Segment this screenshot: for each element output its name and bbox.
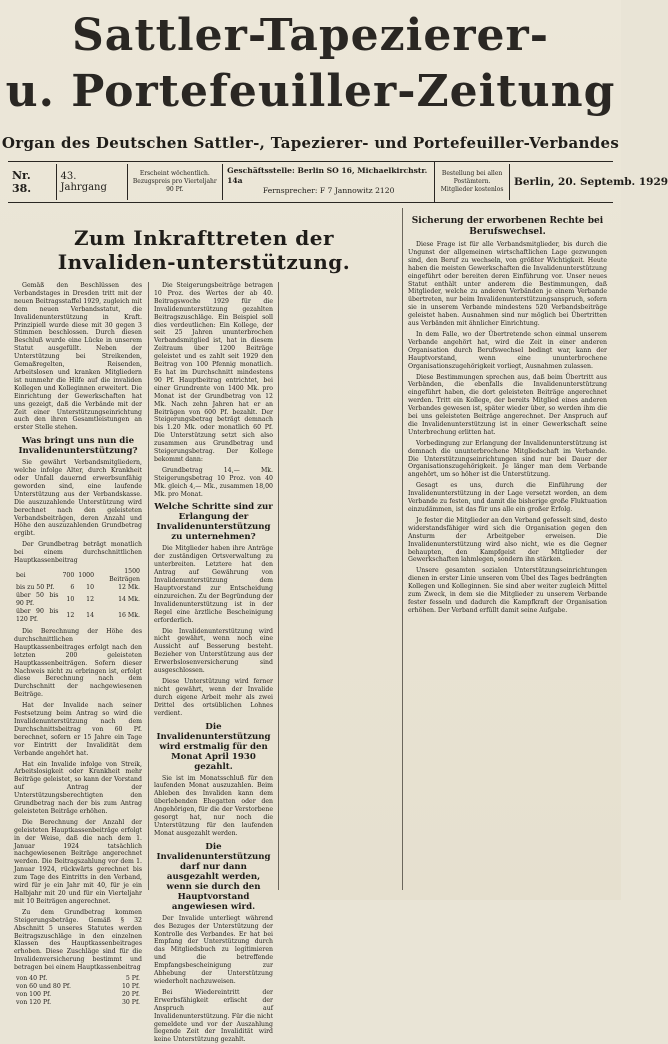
column-2 [154, 282, 273, 1044]
office-block [223, 162, 435, 202]
issue-year: 43. Jahrgang [57, 164, 128, 200]
table-cell: 10 [86, 584, 95, 591]
table-cell: bis zu 50 Pf. [16, 584, 55, 591]
table-cell: 12 Mk. [118, 584, 140, 591]
zuschlag-table [14, 975, 142, 1007]
table-cell: über 50 bis 90 Pf. [16, 592, 59, 607]
paragraph: Die Steigerungsbeiträge betragen 10 Proz. des Wertes der ab 40. Beitragswoche 1929 für die Invalidenunterstützung gezahlten Beitragszuschläge. Ein Beispiel soll dies verdeutlichen: Ein Kollege, der seit 25 Jahren ununterbrochen Verbandsmitglied ist, hat in diesem Zeitraum über 1200 Beiträge geleistet und es zahlt seit 1929 den Beitrag von 100 Pfennig monatlich. Es hat im Durchschnitt mindestens 90 Pf. Hauptbeitrag entrichtet, bei einer Grundrente von 1400 Mk. pro Monat ist der Grundbetrag von 12 Mk. Nach zehn Jahren hat er an Beiträgen von 600 Pf. bezahlt. Der Steigerungsbetrag beträgt demnach bis 1.20 Mk. oder monatlich 60 Pf. Die Unterstützung setzt sich also zusammen aus Grundbetrag und Steigerungsbetrag. Der Kollege bekommt dann: [154, 282, 273, 463]
paragraph: Die Invalidenunterstützung wird nicht gewährt, wenn noch eine Aussicht auf Besserung besteht. Bezieher von Unterstützung aus der Erwerbslosenversicherung sind ausgeschlossen. [154, 627, 273, 675]
paragraph: Die Mitglieder haben ihre Anträge der zuständigen Ortsverwaltung zu unterbreiten. Letztere hat den Antrag auf Gewährung von Invalidenunterstützung dem Hauptvorstand zur Entscheidung einzureichen. Zu der Begründung der Invalidenunterstützung ist in der Regel eine ärztliche Bescheinigung erforderlich. [154, 545, 273, 624]
paragraph: In dem Falle, wo der Übertretende schon einmal unserem Verbande angehört hat, wird die Zeit in einer anderen Organisation durch Berufswechsel bedingt war, kann der Hauptvorstand, wenn eine ununterbrochene Organisationszugehörigkeit vorliegt, Ausnahmen zulassen. [408, 330, 607, 370]
table-cell: von 40 Pf. [16, 975, 48, 983]
issue-date: Berlin, 20. Septemb. 1929 [514, 176, 668, 188]
right-article-title: Sicherung der erworbenen Rechte bei Berufswechsel. [411, 216, 604, 237]
paragraph: Gesagt es uns, durch die Einführung der Invalidenunterstützung in der Lage versetzt worden, an dem Verbande zu festen, und damit die bisherige große Fluktuation einzudämmen, ist das für uns alle ein großer Erfolg. [408, 482, 607, 513]
table-row [14, 592, 142, 608]
masthead-line-1: Sattler-Tapezierer- [72, 10, 549, 61]
subheading: Die Invalidenunterstützung darf nur dann ausgezahlt werden, wenn sie durch den Hauptvorstand angewiesen wird. [156, 841, 271, 912]
table-row [14, 975, 142, 983]
table-cell: 16 Mk. [118, 612, 140, 619]
paragraph: Die Berechnung der Höhe des durchschnittlichen Hauptkassenbeitrages erfolgt nach den letzten 200 geleisteten Hauptkassenbeiträgen. Sofern dieser Nachweis nicht zu erbringen ist, erfolgt diese Berechnung nach dem Durchschnitt der nachgewiesenen Beiträge. [14, 628, 142, 699]
paragraph: Gemäß den Beschlüssen des Verbandstages in Dresden tritt mit der neuen Beitragsstaffel 1929, zugleich mit dem neuen Verbandsstatut, die Invalidenunterstützung in Kraft. Prinzipiell wurde diese mit 30 gegen 3 Stimmen beschlossen. Durch diesen Beschluß wurde eine Lücke in unserem Statut ausgefüllt. Neben der Unterstützung bei Streikenden, Gemaßregelten, Reisenden, Arbeitslosen und kranken Mitgliedern ist nunmehr die Hilfe auf die invaliden Kollegen und Kolleginnen erweitert. Die Einrichtung der Gewerkschaften hat uns gezeigt, daß die Verbände mit der Zeit einer Unterstützungseinrichtung auch den ihren Gesamtleistungen an erster Stelle stehen. [14, 282, 142, 432]
masthead-line-2: u. Portefeuiller-Zeitung [5, 66, 616, 117]
table-cell: 14 Mk. [118, 596, 140, 603]
subheading: Welche Schritte sind zur Erlangung der Invalidenunterstützung zu unternehmen? [154, 502, 273, 543]
grundbetrag-table [14, 568, 142, 624]
paragraph: Hat ein Invalide infolge von Streik, Arbeitslosigkeit oder Krankheit mehr Beiträge geleistet, so kann der Vorstand auf Antrag der Unterstützungsberechtigten den Grundbetrag nach der bis zum Antrag geleisteten Beiträge erhöhen. [14, 760, 142, 815]
paragraph: Diese Unterstützung wird ferner nicht gewährt, wenn der Invalide durch eigene Arbeit mehr als zwei Drittel des ortsüblichen Lohnes verdient. [154, 677, 273, 717]
paragraph: Der Invalide unterliegt während des Bezuges der Unterstützung der Kontrolle des Verbandes. Er hat bei Empfang der Unterstützung durch das Mitgliedsbuch zu legitimieren und die betreffende Empfangsbescheinigung zur Abhebung der Unterstützung wiederholt nachzuweisen. [154, 914, 273, 985]
column-divider-2 [278, 282, 279, 890]
table-row [14, 608, 142, 624]
column-3 [408, 212, 607, 892]
table-cell: 1000 [78, 572, 95, 579]
issue-number: Nr. 38. [8, 164, 57, 200]
table-row [14, 991, 142, 999]
table-row [14, 999, 142, 1007]
table-cell: von 100 Pf. [16, 991, 52, 999]
main-article-title: Zum Inkrafttreten der Invaliden-unterstützung. [57, 226, 351, 274]
paragraph: Unsere gesamten sozialen Unterstützungseinrichtungen dienen in erster Linie unseren vom Übel des Tages bedrängten Kollegen und Kolleginnen. Sie sind aber weiter zugleich Mittel zum Zweck, in dem sie die Mitglieder zu unserem Verbande fester fesseln und dadurch die Kampfkraft der Organisation erhöhen. Der Verband erfüllt damit seine Aufgabe. [408, 567, 607, 614]
issue-appears: Erscheint wöchentlich. Bezugspreis pro Vierteljahr 90 Pf. [128, 164, 224, 200]
table-cell: 1500 Beiträgen [109, 568, 140, 583]
office-phone: Fernsprecher: F 7 Jannowitz 2120 [262, 186, 395, 195]
subheading: Die Invalidenunterstützung wird erstmalig für den Monat April 1930 gezahlt. [156, 721, 271, 772]
table-cell: von 120 Pf. [16, 999, 52, 1007]
paragraph: Diese Frage ist für alle Verbandsmitglieder, bis durch die Ungunst der allgemeinen wirtschaftlichen Lage gezwungen sind, den Beruf zu wechseln, von größter Wichtigkeit. Heute haben die meisten Gewerkschaften die Invalidenunterstützung eingeführt oder bereiten deren Einführung vor. Unser neues Statut enthält unter anderem die Bestimmungen, daß Mitglieder, welche zu anderen Verbänden je einem Verbande übertreten, nur beim Invalidenunterstützungsanspruch, sofern sie in unserem Verbande mindestens 520 Verbandsbeiträge geleistet haben. Ausnahmen sind nur möglich bei Übertritten aus Verbänden mit ähnlicher Einrichtung. [408, 241, 607, 328]
table-cell: 10 [66, 596, 75, 603]
order-info: Bestellung bei allen Postämtern. Mitglieder kostenlos [435, 164, 510, 200]
table-cell: 20 Pf. [121, 991, 140, 999]
column-divider-1 [148, 282, 149, 890]
table-cell: 12 [86, 596, 95, 603]
table-cell: 30 Pf. [121, 999, 140, 1007]
subheading: Was bringt uns nun die Invalidenunterstützung? [18, 436, 138, 457]
paragraph: Zu dem Grundbetrag kommen Steigerungsbeträge. Gemäß § 32 Abschnitt 5 unseres Statutes werden Beitragszuschläge in den einzelnen Klassen des Hauptkassenbeitrages erhoben. Diese Zuschläge sind für die Invalidenversicherung bestimmt und betragen bei einem Hauptkassenbeitrag [14, 908, 142, 972]
table-cell: 10 Pf. [121, 983, 140, 991]
table-cell: 6 [70, 584, 75, 591]
paragraph: Grundbetrag 14,— Mk. Steigerungsbetrag 10 Proz. von 40 Mk. gleich 4,— Mk., zusammen 18,00 Mk. pro Monat. [154, 466, 273, 498]
paragraph: Diese Bestimmungen sprechen aus, daß beim Übertritt aus Verbänden, die ebenfalls die Invalidenunterstützung eingeführt haben, die dort geleisteten Beiträge angerechnet werden. Tritt ein Kollege, der bereits Mitglied eines anderen Verbandes gewesen ist, später wieder über, so werden ihm die bei uns geleisteten Beiträge angerechnet. Der Anspruch auf die Invalidenunterstützung ist in einer Gewerkschaft seine Unterbrechung erlitten hat. [408, 373, 607, 436]
table-row [14, 983, 142, 991]
paragraph: Bei Wiedereintritt der Erwerbsfähigkeit erlischt der Anspruch auf Invalidenunterstützung. Für die nicht gemeldete und vor der Auszahlung liegende Zeit der Invalidität wird keine Unterstützung gezahlt. [154, 988, 273, 1044]
table-cell: 700 [62, 572, 75, 579]
table-cell: 5 Pf. [125, 975, 140, 983]
paragraph: Der Grundbetrag beträgt monatlich bei einem durchschnittlichen Hauptkassenbeitrag [14, 541, 142, 565]
table-cell: 14 [86, 612, 95, 619]
column-1 [14, 282, 142, 1007]
paragraph: Hat der Invalide nach seiner Festsetzung beim Antrag so wird die Invalidenunterstützung nach dem Durchschnittsbeitrag von 60 Pf. berechnet, sofern er 15 Jahre ein Tage vor Eintritt der Invalidität dem Verbande angehört hat. [14, 702, 142, 757]
masthead-organ: Organ des Deutschen Sattler-, Tapezierer- und Portefeuiller-Verbandes [1, 134, 620, 152]
table-cell: über 90 bis 120 Pf. [16, 608, 59, 623]
paragraph: Vorbedingung zur Erlangung der Invalidenunterstützung ist demnach die ununterbrochene Mitgliedschaft im Verbande. Die Unterstützungseinrichtungen sind nur bei Dauer der Organisationszugehörigkeit. Je länger man dem Verbande angehört, um so höher ist die Unterstützung. [408, 439, 607, 479]
paragraph: Die Berechnung der Anzahl der geleisteten Hauptkassenbeiträge erfolgt in der Weise, daß die nach dem 1. Januar 1924 tatsächlich nachgewiesenen Beiträge angerechnet werden. Die Beitragszahlung vor dem 1. Januar 1924, rückwärts gerechnet bis zum Tage des Eintritts in den Verband, wird für je ein Jahr mit 40, für je ein Halbjahr mit 20 und für ein Vierteljahr mit 10 Beiträgen angerechnet. [14, 818, 142, 905]
issue-header [8, 163, 668, 201]
paragraph: Sie ist im Monatsschluß für den laufenden Monat auszuzahlen. Beim Ableben des Invaliden kann dem überlebenden Ehegatten oder den Angehörigen, für die der Verstorbene gesorgt hat, nur noch die Unterstützung für den laufenden Monat ausgezahlt werden. [154, 774, 273, 837]
paragraph: Sie gewährt Verbandsmitgliedern, welche infolge Alter, durch Krankheit oder Unfall dauernd erwerbsunfähig geworden sind, eine laufende Unterstützung aus der Verbandskasse. Die auszuzahlende Unterstützung wird berechnet nach den geleisteten Verbandsbeiträgen, deren Anzahl und Höhe den auszuzahlenden Grundbetrag ergibt. [14, 459, 142, 538]
column-divider-3 [402, 208, 403, 890]
table-header-row [14, 568, 142, 584]
office-address: Geschäftsstelle: Berlin SO 16, Michaelkirchstr. 14a [227, 166, 428, 185]
table-cell: von 60 und 80 Pf. [16, 983, 71, 991]
table-row [14, 584, 142, 592]
header-rule-bottom [8, 202, 613, 203]
paragraph: Je fester die Mitglieder an den Verband gefesselt sind, desto widerstandsfähiger wird sich die Organisation gegen den Ansturm der Arbeitgeber erweisen. Die Invalidenunterstützung wird also nicht, wie es die Gegner behaupten, den Kampfgeist der Mitglieder der Gewerkschaften lahmlegen, sondern ihn stärken. [408, 516, 607, 564]
table-cell: bei [16, 572, 26, 579]
table-cell: 12 [66, 612, 75, 619]
